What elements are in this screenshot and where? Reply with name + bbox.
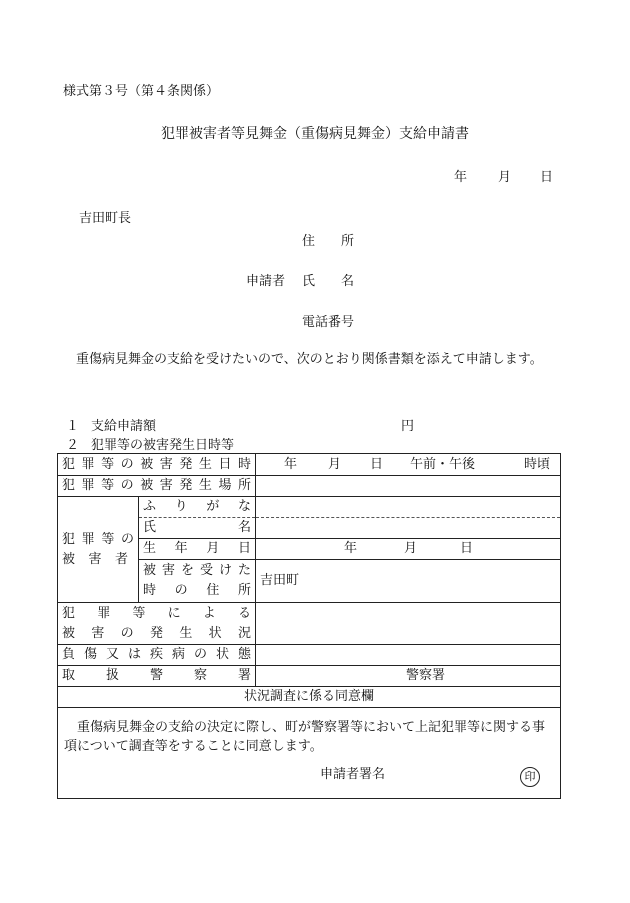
damage-situation-line1: 犯罪等による	[62, 605, 252, 621]
damage-situation-label	[58, 603, 256, 645]
row-furigana	[58, 497, 561, 518]
victim-label-cell	[58, 497, 139, 603]
occurrence-place-field[interactable]	[256, 476, 561, 497]
consent-body-cell	[58, 708, 561, 799]
dt-year-label: 年	[284, 456, 298, 472]
occurrence-datetime-field[interactable]	[256, 454, 561, 476]
item1-label: 支給申請額	[91, 419, 157, 434]
row-handling-police	[58, 666, 561, 687]
furigana-label: ふりがな	[139, 497, 256, 518]
victim-name-label: 氏名	[139, 518, 256, 539]
injury-state-field[interactable]	[256, 645, 561, 666]
birthdate-label: 生年月日	[139, 539, 256, 560]
item2-number: ２	[66, 438, 80, 453]
handling-police-field[interactable]	[256, 666, 561, 687]
dt-time-label: 時頃	[524, 456, 551, 472]
damage-situation-field[interactable]	[256, 603, 561, 645]
form-title: 犯罪被害者等見舞金（重傷病見舞金）支給申請書	[161, 126, 469, 142]
item2-label: 犯罪等の被害発生日時等	[91, 438, 235, 453]
victim-label-line1: 犯罪等の	[62, 531, 134, 547]
birth-year-label: 年	[344, 541, 358, 556]
handling-police-label: 取扱警察署	[58, 666, 256, 687]
furigana-field[interactable]	[256, 497, 561, 518]
date-day-label: 日	[540, 170, 554, 185]
row-consent-header	[58, 687, 561, 708]
applicant-address-label: 住 所	[302, 234, 355, 249]
address-at-damage-line1: 被害を受けた	[143, 563, 252, 578]
intro-paragraph: 重傷病見舞金の支給を受けたいので、次のとおり関係書類を添えて申請します。	[63, 352, 543, 367]
seal-icon: 印	[520, 767, 540, 787]
form-number: 様式第３号（第４条関係）	[63, 84, 220, 99]
row-consent-body	[58, 708, 561, 799]
occurrence-place-label: 犯罪等の被害発生場所	[58, 476, 256, 497]
row-occurrence-place	[58, 476, 561, 497]
addressee: 吉田町長	[79, 211, 132, 226]
address-at-damage-label	[139, 560, 256, 603]
signature-field[interactable]	[314, 784, 514, 785]
date-year-label: 年	[454, 170, 468, 185]
address-at-damage-field[interactable]: 吉田町	[256, 560, 561, 603]
row-damage-situation	[58, 603, 561, 645]
birth-month-label: 月	[404, 541, 418, 556]
dt-month-label: 月	[328, 456, 342, 472]
occurrence-datetime-label: 犯罪等の被害発生日時	[58, 454, 256, 476]
item1-unit: 円	[401, 419, 415, 434]
date-month-label: 月	[498, 170, 512, 185]
applicant-label: 申請者	[246, 274, 286, 289]
consent-header: 状況調査に係る同意欄	[58, 687, 561, 708]
applicant-phone-label: 電話番号	[302, 315, 355, 330]
injury-state-label: 負傷又は疾病の状態	[58, 645, 256, 666]
row-injury-state	[58, 645, 561, 666]
victim-label-line2: 被害者	[62, 551, 128, 567]
signature-label: 申請者署名	[320, 767, 386, 782]
damage-situation-line2: 被害の発生状況	[62, 625, 252, 641]
address-at-damage-line2: 時の住所	[143, 583, 252, 598]
birthdate-field[interactable]	[256, 539, 561, 560]
item1-number: １	[66, 419, 80, 434]
damage-info-table	[57, 453, 561, 799]
applicant-name-label: 氏 名	[302, 274, 355, 289]
row-occurrence-datetime	[58, 454, 561, 476]
birth-day-label: 日	[460, 541, 474, 556]
victim-name-field[interactable]	[256, 518, 561, 539]
dt-ampm-label: 午前・午後	[410, 456, 476, 472]
consent-text: 重傷病見舞金の支給の決定に際し、町が警察署等において上記犯罪等に関する事項について調査等をすることに同意します。	[64, 720, 546, 754]
dt-day-label: 日	[370, 456, 384, 472]
police-suffix: 警察署	[406, 668, 446, 683]
